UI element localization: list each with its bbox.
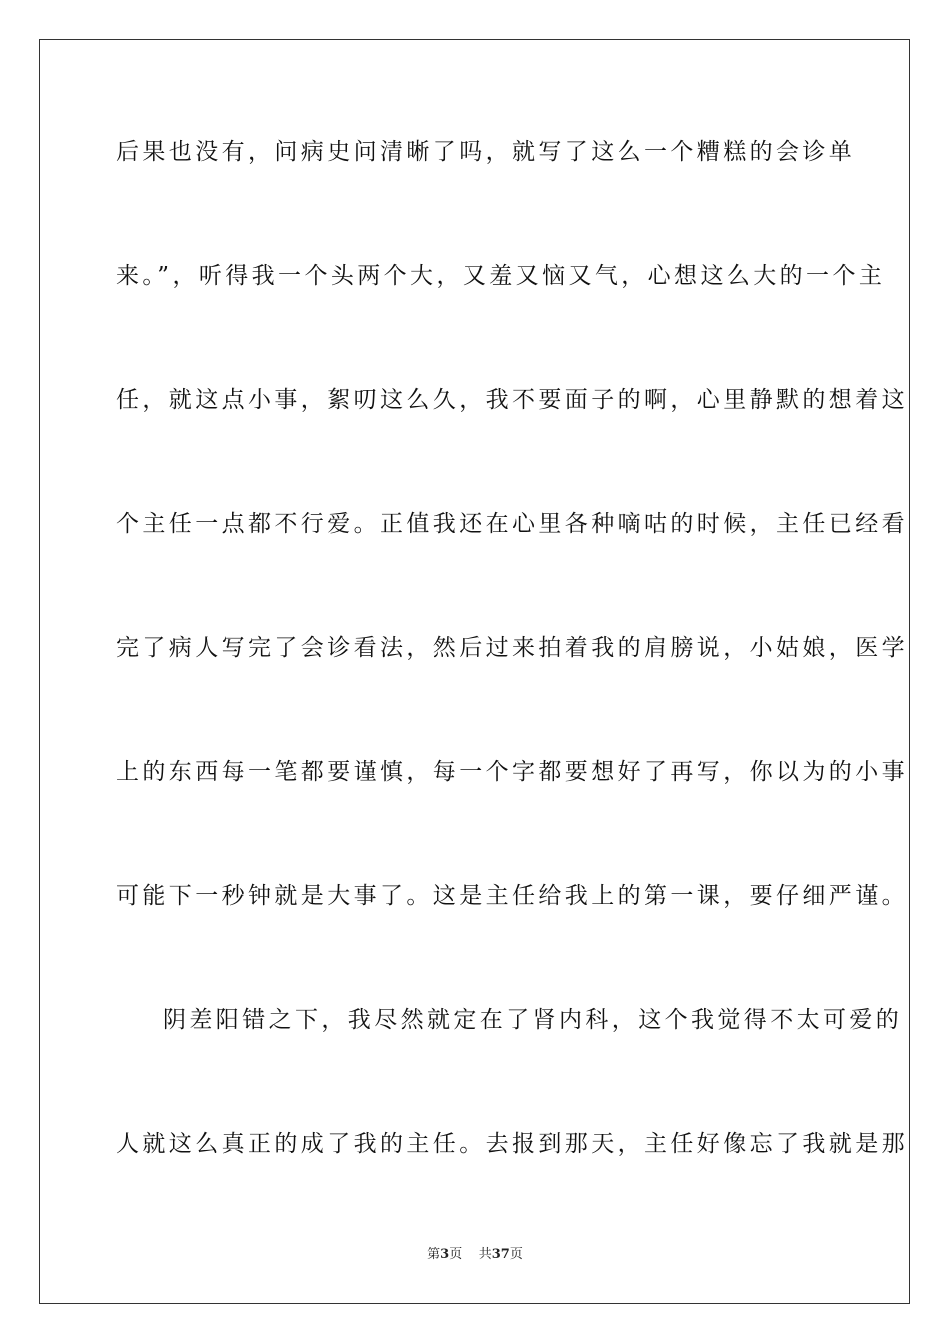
body-text-line: 任，就这点小事，絮叨这么久，我不要面子的啊，心里静默的想着这 <box>116 387 908 413</box>
body-text-line: 完了病人写完了会诊看法，然后过来拍着我的肩膀说，小姑娘，医学 <box>116 635 908 661</box>
footer-page-suffix: 页 <box>449 1247 463 1262</box>
body-text-line: 后果也没有，问病史问清晰了吗，就写了这么一个糟糕的会诊单 <box>116 139 856 165</box>
paragraph-first-line: 阴差阳错之下，我尽然就定在了肾内科，这个我觉得不太可爱的 <box>163 1007 903 1033</box>
footer-total-pages: 37 <box>491 1247 510 1262</box>
body-text-line: 个主任一点都不行爱。正值我还在心里各种嘀咕的时候，主任已经看 <box>116 511 908 537</box>
body-text-line: 上的东西每一笔都要谨慎，每一个字都要想好了再写，你以为的小事 <box>116 759 908 785</box>
footer-total-suffix: 页 <box>509 1247 523 1262</box>
body-text-line: 人就这么真正的成了我的主任。去报到那天，主任好像忘了我就是那 <box>116 1131 908 1157</box>
footer-page-prefix: 第 <box>427 1247 441 1262</box>
body-text-line: 来。”，听得我一个头两个大，又羞又恼又气，心想这么大的一个主 <box>116 263 886 289</box>
page-footer <box>0 1246 950 1264</box>
footer-total-prefix: 共 <box>478 1247 492 1262</box>
body-text-line: 可能下一秒钟就是大事了。这是主任给我上的第一课，要仔细严谨。 <box>116 883 908 909</box>
footer-page-number: 3 <box>440 1247 450 1262</box>
page-frame <box>39 39 910 1304</box>
